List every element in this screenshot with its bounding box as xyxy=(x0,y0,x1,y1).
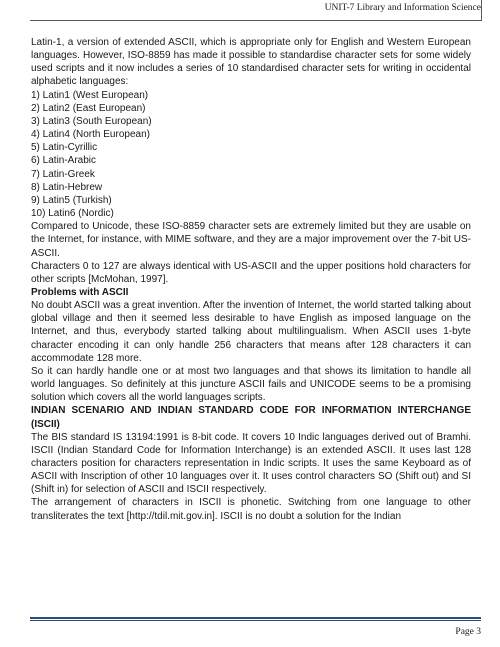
iscii-paragraph: The BIS standard IS 13194:1991 is 8-bit code. It covers 10 Indic languages derived out of Bramhi. ISCII (Indian Standard Code for Information Interchange) is an extended ASCII. It uses last 128 characters position for characters representation in Indic scripts. It uses the same Keyboard as of ASCII with Inscription of other 10 languages over it. It uses control characters SO (Shift out) and SI (Shift in) for selection of ASCII and ISCII respectively. xyxy=(31,431,471,496)
intro-paragraph: Latin-1, a version of extended ASCII, which is appropriate only for English and Western European languages. However, ISO-8859 has made it possible to standardise character sets for some widely used scripts and it now includes a series of 10 standardised character sets for writing in occidental alphabetic languages: xyxy=(31,37,471,88)
running-header: UNIT-7 Library and Information Science xyxy=(324,3,481,13)
list-item: 7) Latin-Greek xyxy=(31,168,95,180)
comparison-paragraph: Compared to Unicode, these ISO-8859 character sets are extremely limited but they are usable on the Internet, for instance, with MIME software, and they are a major improvement over the 7-bit US-ASCII. xyxy=(31,221,471,259)
list-item: 2) Latin2 (East European) xyxy=(31,102,146,114)
header-divider-vertical xyxy=(481,0,482,21)
list-item: 3) Latin3 (South European) xyxy=(31,115,152,127)
latin-charset-list xyxy=(31,89,471,221)
footer-rule-secondary xyxy=(30,620,481,621)
list-item: 1) Latin1 (West European) xyxy=(31,89,149,101)
list-item: 10) Latin6 (Nordic) xyxy=(31,208,114,220)
limitation-paragraph: So it can hardly handle one or at most two languages and that shows its limitation to handle all world languages. So definitely at this juncture ASCII fails and UNICODE seems to be a promising solution which covers all the world languages scripts. xyxy=(31,365,471,404)
section-heading-problems: Problems with ASCII xyxy=(31,286,129,298)
list-item: 8) Latin-Hebrew xyxy=(31,181,103,193)
arrangement-paragraph: The arrangement of characters in ISCII is phonetic. Switching from one language to other transliterates the text [http://tdil.mit.gov.in]. ISCII is no doubt a solution for the Indian xyxy=(31,497,471,522)
list-item: 6) Latin-Arabic xyxy=(31,155,97,167)
list-item: 4) Latin4 (North European) xyxy=(31,129,150,141)
page-number: Page 3 xyxy=(455,627,481,637)
section-heading-iscii: INDIAN SCENARIO AND INDIAN STANDARD CODE FOR INFORMATION INTERCHANGE (ISCII) xyxy=(31,405,471,430)
list-item: 9) Latin5 (Turkish) xyxy=(31,194,112,206)
characters-paragraph: Characters 0 to 127 are always identical with US-ASCII and the upper positions hold characters for other scripts [McMohan, 1997]. xyxy=(31,260,471,285)
page-body xyxy=(31,36,471,523)
footer-rule xyxy=(30,617,481,619)
header-rule xyxy=(30,20,482,21)
problems-paragraph: No doubt ASCII was a great invention. After the invention of Internet, the world started talking about global village and then it seemed less desirable to have English as imposed language on the Internet, and thus, everybody started talking about multilingualism. When ASCII uses 1-byte character encoding it can only handle 256 characters that means after 128 characters it can accommodate 128 more. xyxy=(31,300,471,364)
list-item: 5) Latin-Cyrillic xyxy=(31,142,98,154)
